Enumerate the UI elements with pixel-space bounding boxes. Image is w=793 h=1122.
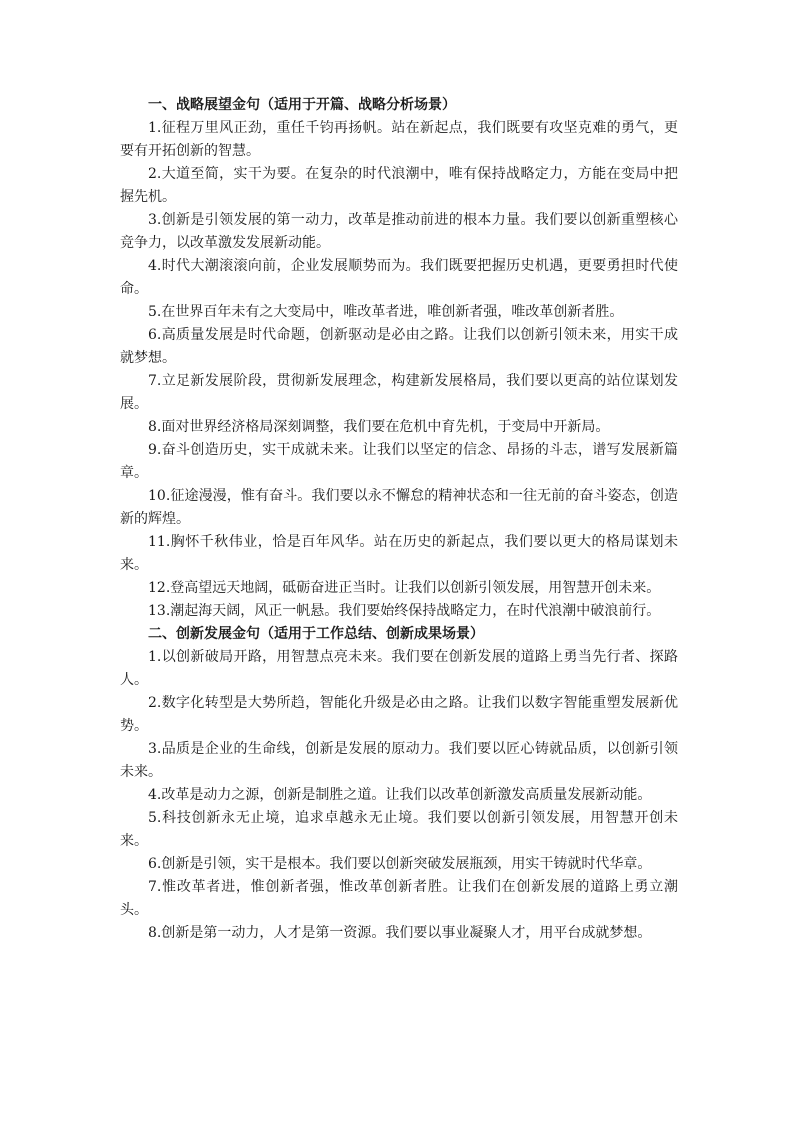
list-item: 13.潮起海天阔，风正一帆悬。我们要始终保持战略定力，在时代浪潮中破浪前行。 bbox=[148, 603, 661, 619]
list-item: 8.创新是第一动力，人才是第一资源。我们要以事业凝聚人才，用平台成就梦想。 bbox=[148, 925, 652, 941]
list-item: 7.惟改革者进，惟创新者强，惟改革创新者胜。让我们在创新发展的道路上勇立潮头。 bbox=[120, 879, 678, 918]
section-heading: 一、战略展望金句（适用于开篇、战略分析场景） bbox=[148, 97, 456, 113]
list-item: 1.以创新破局开路，用智慧点亮未来。我们要在创新发展的道路上勇当先行者、探路人。 bbox=[120, 649, 678, 688]
list-item: 8.面对世界经济格局深刻调整，我们要在危机中育先机，于变局中开新局。 bbox=[148, 419, 610, 435]
list-item: 7.立足新发展阶段，贯彻新发展理念，构建新发展格局，我们要以更高的站位谋划发展。 bbox=[120, 373, 678, 412]
list-item: 6.高质量发展是时代命题，创新驱动是必由之路。让我们以创新引领未来，用实干成就梦想。 bbox=[120, 327, 678, 366]
list-item: 11.胸怀千秋伟业，恰是百年风华。站在历史的新起点，我们要以更大的格局谋划未来。 bbox=[120, 534, 678, 573]
list-item: 12.登高望远天地阔，砥砺奋进正当时。让我们以创新引领发展，用智慧开创未来。 bbox=[148, 580, 661, 596]
list-item: 2.大道至简，实干为要。在复杂的时代浪潮中，唯有保持战略定力，方能在变局中把握先机。 bbox=[120, 166, 678, 205]
document-page bbox=[120, 94, 678, 945]
list-item: 4.时代大潮滚滚向前，企业发展顺势而为。我们既要把握历史机遇，更要勇担时代使命。 bbox=[120, 258, 678, 297]
list-item: 2.数字化转型是大势所趋，智能化升级是必由之路。让我们以数字智能重塑发展新优势。 bbox=[120, 695, 678, 734]
list-item: 4.改革是动力之源，创新是制胜之道。让我们以改革创新激发高质量发展新动能。 bbox=[148, 787, 652, 803]
list-item: 10.征途漫漫，惟有奋斗。我们要以永不懈怠的精神状态和一往无前的奋斗姿态，创造新的辉煌。 bbox=[120, 488, 678, 527]
list-item: 9.奋斗创造历史，实干成就未来。让我们以坚定的信念、昂扬的斗志，谱写发展新篇章。 bbox=[120, 442, 678, 481]
list-item: 5.科技创新永无止境，追求卓越永无止境。我们要以创新引领发展，用智慧开创未来。 bbox=[120, 810, 678, 849]
list-item: 5.在世界百年未有之大变局中，唯改革者进，唯创新者强，唯改革创新者胜。 bbox=[148, 304, 624, 320]
list-item: 3.创新是引领发展的第一动力，改革是推动前进的根本力量。我们要以创新重塑核心竞争力，以改革激发发展新动能。 bbox=[120, 212, 678, 251]
list-item: 6.创新是引领，实干是根本。我们要以创新突破发展瓶颈，用实干铸就时代华章。 bbox=[148, 856, 652, 872]
list-item: 1.征程万里风正劲，重任千钧再扬帆。站在新起点，我们既要有攻坚克难的勇气，更要有开拓创新的智慧。 bbox=[120, 120, 678, 159]
section-heading: 二、创新发展金句（适用于工作总结、创新成果场景） bbox=[148, 626, 484, 642]
list-item: 3.品质是企业的生命线，创新是发展的原动力。我们要以匠心铸就品质，以创新引领未来。 bbox=[120, 741, 678, 780]
